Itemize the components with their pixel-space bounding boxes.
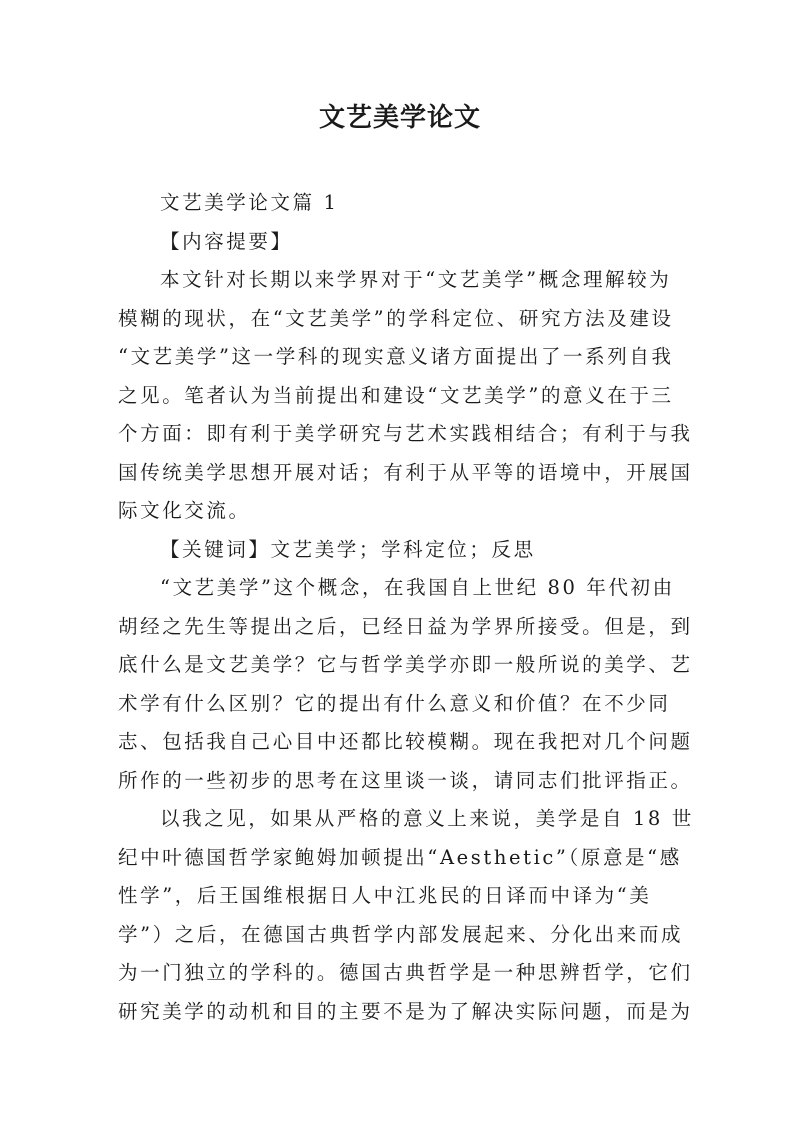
text-line: 性学”，后王国维根据日人中江兆民的日译而中译为“美 (118, 884, 652, 907)
text-line: 学”）之后，在德国古典哲学内部发展起来、分化出来而成 (118, 922, 684, 946)
text-line: 纪中叶德国哲学家鲍姆加顿提出“Aesthetic”（原意是“感 (118, 845, 682, 869)
document-body (118, 184, 694, 1031)
text-line: 际文化交流。 (118, 499, 251, 522)
text-line: 模糊的现状，在“文艺美学”的学科定位、研究方法及建设 (118, 306, 674, 330)
text-line: 所作的一些初步的思考在这里谈一谈，请同志们批评指正。 (118, 768, 693, 792)
text-line: 底什么是文艺美学？它与哲学美学亦即一般所说的美学、艺 (118, 653, 693, 676)
text-line: 之见。笔者认为当前提出和建设“文艺美学”的意义在于三 (118, 383, 674, 407)
text-line: “文艺美学”这个概念，在我国自上世纪 80 年代初由 (160, 576, 675, 599)
text-line: 志、包括我自己心目中还都比较模糊。现在我把对几个问题 (118, 730, 693, 753)
text-line: 胡经之先生等提出之后，已经日益为学界所接受。但是，到 (118, 614, 693, 638)
text-line: 个方面：即有利于美学研究与艺术实践相结合；有利于与我 (118, 422, 693, 445)
text-line: 以我之见，如果从严格的意义上来说，美学是自 18 世 (160, 807, 694, 830)
text-line: 本文针对长期以来学界对于“文艺美学”概念理解较为 (160, 268, 672, 291)
text-line: “文艺美学”这一学科的现实意义诸方面提出了一系列自我 (118, 345, 674, 368)
text-line: 为一门独立的学科的。德国古典哲学是一种思辨哲学，它们 (118, 961, 693, 984)
text-line: 术学有什么区别？它的提出有什么意义和价值？在不少同 (118, 691, 671, 715)
text-line: 文艺美学论文篇 1 (160, 191, 339, 214)
text-line: 国传统美学思想开展对话；有利于从平等的语境中，开展国 (118, 460, 693, 484)
text-line: 研究美学的动机和目的主要不是为了解决实际问题，而是为 (118, 999, 693, 1023)
text-line: 【关键词】文艺美学；学科定位；反思 (160, 537, 536, 561)
document-title: 文艺美学论文 (318, 103, 481, 133)
text-line: 【内容提要】 (160, 229, 293, 253)
